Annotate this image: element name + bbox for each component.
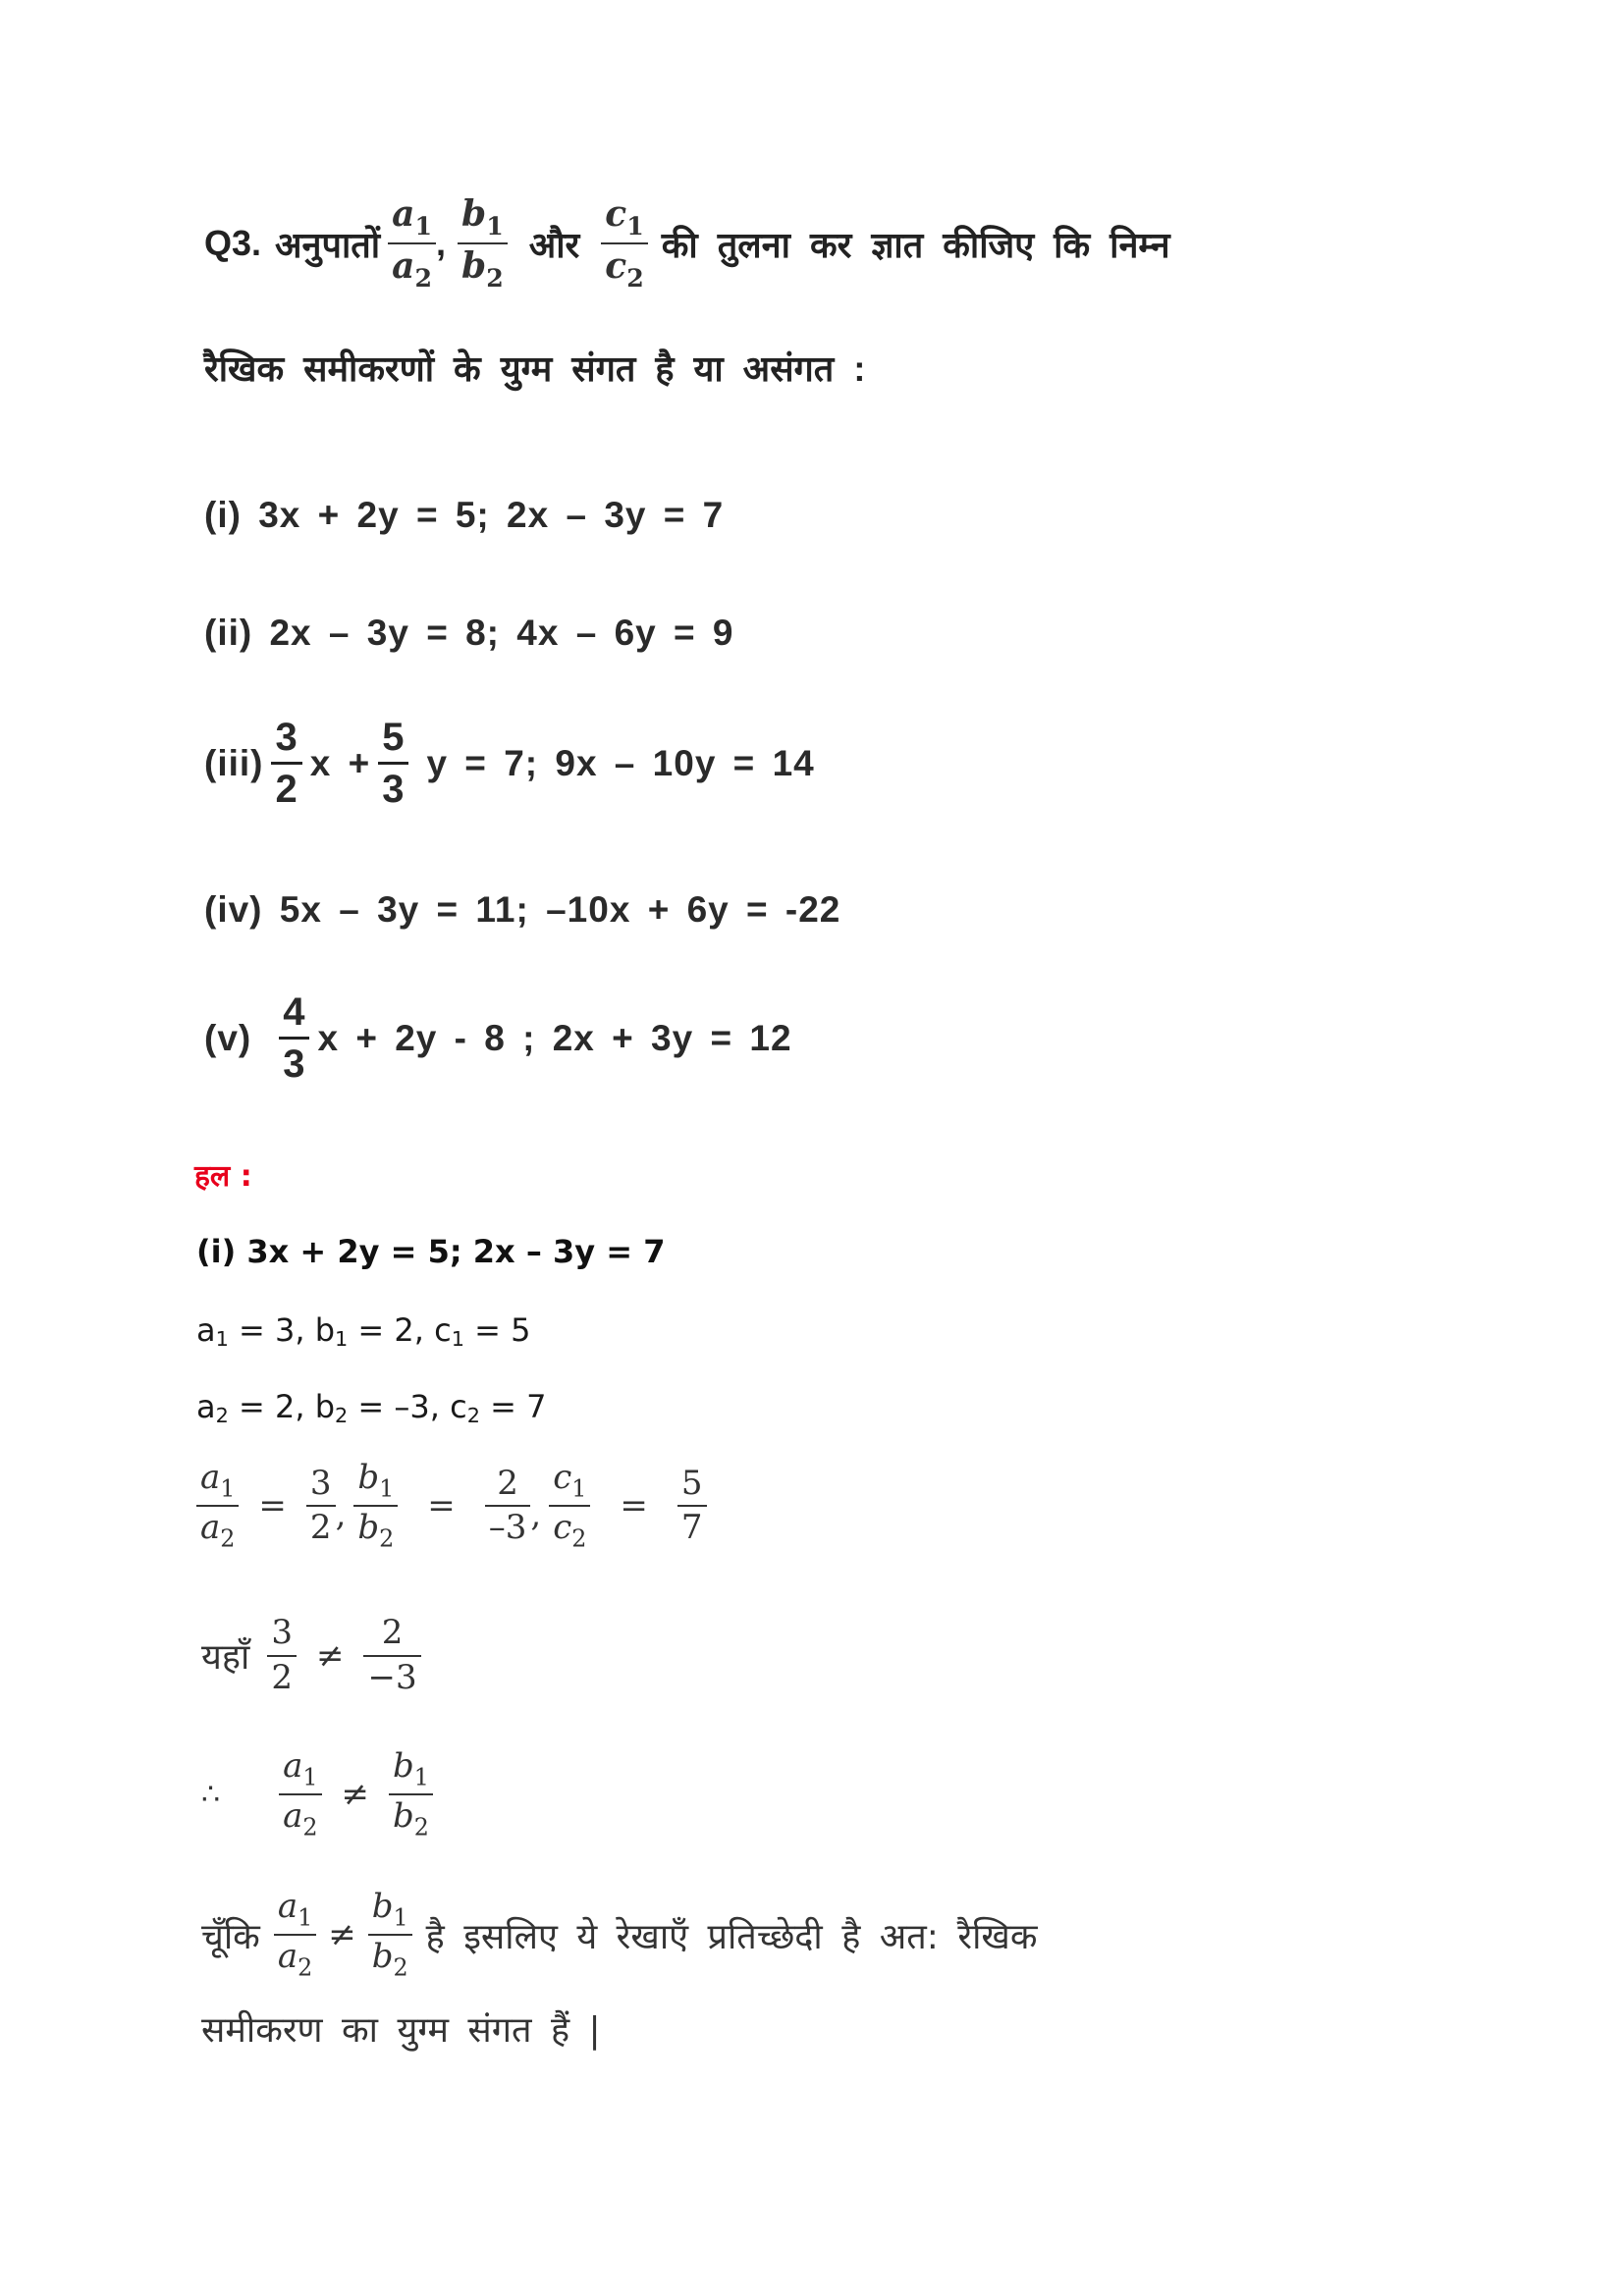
question-line-1: Q3. अनुपातों $\frac{a_1}{a_2}$ , $\frac{b_1}{b_2}$ और $\frac{c_1}{c_2}$ की तुलना कर ज्ञात कीजिए कि निम्न bbox=[204, 193, 1170, 294]
question-number: Q3. bbox=[204, 223, 262, 264]
part-i: (i) 3x + 2y = 5; 2x – 3y = 7 bbox=[204, 495, 725, 535]
ratio-b1-b2: $\frac{b_1}{b_2}$ bbox=[368, 1890, 412, 1981]
ratios-row: $\frac{a_1}{a_2}$ = $\frac{3}{2}$ , $\frac{b_1}{b_2}$ = $\frac{2}{-3}$ , $\frac{c_1}{c_2}$ = $\frac{5}{7}$ bbox=[196, 1461, 715, 1552]
ratio-c1-c2: $\frac{c_1}{c_2}$ bbox=[549, 1461, 590, 1552]
question-line-2: रैखिक समीकरणों के युग्म संगत है या असंगत : bbox=[204, 348, 866, 389]
ratio-c: $\frac{c_1}{c_2}$ bbox=[601, 196, 647, 292]
therefore-symbol: ∴ bbox=[201, 1777, 221, 1812]
ratio-a: $\frac{a_1}{a_2}$ bbox=[388, 196, 436, 292]
conclusion-line-1: चूँकि $\frac{a_1}{a_2}$ ≠ $\frac{b_1}{b_2}$ है इसलिए ये रेखाएँ प्रतिच्छेदी है अत: रैखिक bbox=[201, 1887, 1038, 1982]
part-iii: (iii) $\frac{3}{2}$ x + $\frac{5}{3}$ y = 7; 9x – 10y = 14 bbox=[204, 716, 815, 811]
here-line: यहाँ $\frac{3}{2}$ ≠ $\frac{2}{-3}$ bbox=[201, 1616, 429, 1695]
ratio-a1-a2: $\frac{a_1}{a_2}$ bbox=[274, 1890, 316, 1981]
question-line1-tail: की तुलना कर ज्ञात कीजिए कि निम्न bbox=[661, 224, 1170, 265]
ratio-a1-a2: $\frac{a_1}{a_2}$ bbox=[279, 1749, 321, 1841]
solution-label: हल : bbox=[194, 1159, 252, 1194]
part-iv: (iv) 5x – 3y = 11; –10x + 6y = -22 bbox=[204, 889, 841, 930]
therefore-line: ∴ $\frac{a_1}{a_2}$ ≠ $\frac{b_1}{b_2}$ bbox=[201, 1749, 441, 1841]
here-lhs-fraction: $\frac{3}{2}$ bbox=[267, 1616, 297, 1695]
coefficients-line-2: $a_2 = 2$, $b_2 = -3$, $c_2 = 7$ bbox=[196, 1388, 547, 1428]
ratio-value-b: $\frac{2}{-3}$ bbox=[485, 1467, 531, 1546]
fraction-5-3: $\frac{5}{3}$ bbox=[378, 717, 408, 810]
question-intro: अनुपातों bbox=[275, 224, 381, 265]
ratio-a1-a2: $\frac{a_1}{a_2}$ bbox=[196, 1461, 239, 1552]
part-ii: (ii) 2x – 3y = 8; 4x – 6y = 9 bbox=[204, 613, 734, 653]
and-word: और bbox=[528, 224, 580, 265]
coefficients-line-1: $a_1 = 3$, $b_1 = 2$, $c_1 = 5$ bbox=[196, 1311, 531, 1352]
solution-part-heading: (i) 3x + 2y = 5; 2x – 3y = 7 bbox=[196, 1233, 666, 1270]
ratio-b1-b2: $\frac{b_1}{b_2}$ bbox=[353, 1461, 398, 1552]
ratio-value-c: $\frac{5}{7}$ bbox=[677, 1467, 707, 1546]
part-v: (v) $\frac{4}{3}$ x + 2y - 8 ; 2x + 3y = 12 bbox=[204, 990, 792, 1086]
ratio-value-a: $\frac{3}{2}$ bbox=[306, 1467, 336, 1546]
fraction-3-2: $\frac{3}{2}$ bbox=[271, 717, 301, 810]
ratio-b: $\frac{b_1}{b_2}$ bbox=[458, 196, 508, 292]
ratio-b1-b2: $\frac{b_1}{b_2}$ bbox=[389, 1749, 433, 1841]
here-rhs-fraction: $\frac{2}{-3}$ bbox=[363, 1616, 420, 1695]
fraction-4-3: $\frac{4}{3}$ bbox=[279, 991, 309, 1085]
conclusion-line-2: समीकरण का युग्म संगत हैं | bbox=[201, 2010, 601, 2051]
